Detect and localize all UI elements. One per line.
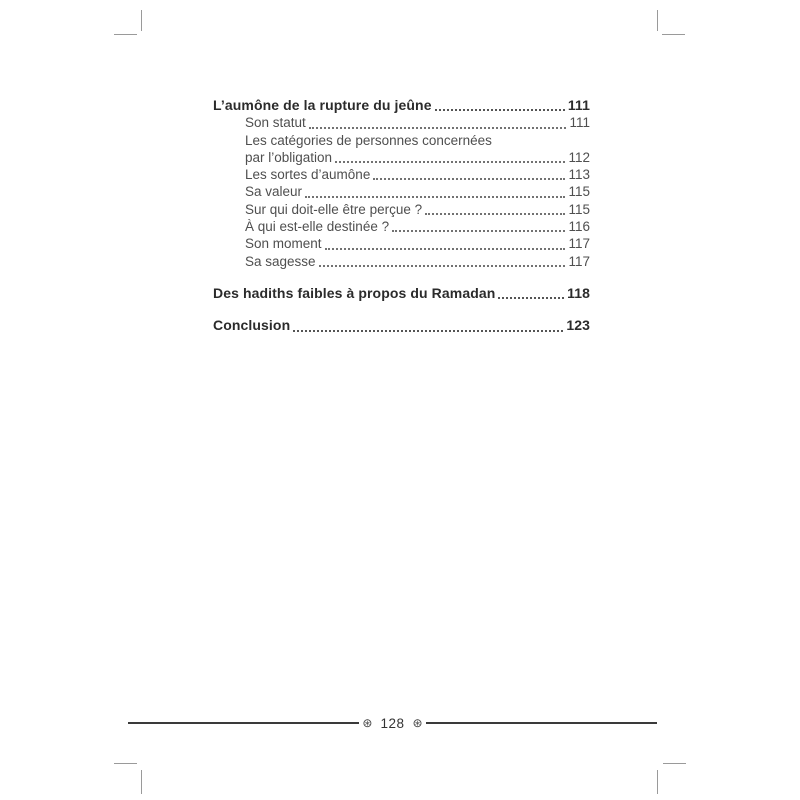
toc-entry-page: 117 xyxy=(568,253,590,269)
toc-entry-page: 116 xyxy=(568,219,590,235)
toc-entry xyxy=(213,97,590,114)
crop-mark-top-left-vertical xyxy=(141,10,142,31)
toc-entry-page: 118 xyxy=(567,284,590,301)
toc-entry xyxy=(213,114,590,131)
toc-entry-label: À qui est-elle destinée ? xyxy=(245,219,390,235)
toc-entry xyxy=(213,317,590,334)
toc-leader-dots xyxy=(435,109,565,111)
toc-leader-dots xyxy=(309,127,567,129)
toc-entry-page: 115 xyxy=(568,201,590,217)
toc-entry-page: 123 xyxy=(566,317,590,334)
toc-leader-dots xyxy=(325,248,566,250)
crop-mark-bottom-right-vertical xyxy=(657,770,658,794)
toc-entry-label: Sa sagesse xyxy=(245,253,316,269)
toc-entry-label: Conclusion xyxy=(213,317,291,334)
footer-ornament-left-icon: ⊛ xyxy=(362,716,373,730)
page-footer xyxy=(128,714,657,732)
toc-entry-label: Son moment xyxy=(245,236,322,252)
toc-entry xyxy=(213,285,590,302)
toc-entry-page: 113 xyxy=(568,167,590,183)
toc-entry-label: Des hadiths faibles à propos du Ramadan xyxy=(213,284,496,301)
toc-leader-dots xyxy=(319,265,566,267)
crop-mark-bottom-right-horizontal xyxy=(663,763,686,764)
toc-entry-label: Les catégories de personnes concernées xyxy=(245,132,492,148)
toc-leader-dots xyxy=(335,161,565,163)
toc-entry-label: par l’obligation xyxy=(245,149,333,165)
toc-entry-page: 111 xyxy=(567,97,590,113)
crop-mark-bottom-left-vertical xyxy=(141,770,142,794)
toc-leader-dots xyxy=(425,213,565,215)
toc-entry xyxy=(213,132,590,149)
toc-entry xyxy=(213,253,590,270)
crop-mark-top-left-horizontal xyxy=(114,34,137,35)
toc-entry-page: 111 xyxy=(569,115,590,131)
toc-entry-label: Sa valeur xyxy=(245,184,303,200)
toc-entry-label: Son statut xyxy=(245,115,306,131)
toc-entry xyxy=(213,235,590,252)
toc-entry xyxy=(213,218,590,235)
crop-mark-top-right-vertical xyxy=(657,10,658,31)
crop-mark-bottom-left-horizontal xyxy=(114,763,137,764)
toc-leader-dots xyxy=(392,230,565,232)
toc-leader-dots xyxy=(305,196,565,198)
footer-ornament-right-icon: ⊛ xyxy=(412,716,423,730)
toc-entry xyxy=(213,201,590,218)
toc-leader-dots xyxy=(373,178,565,180)
footer-rule-right xyxy=(426,722,657,724)
toc-leader-dots xyxy=(293,330,563,332)
footer-page-number: 128 xyxy=(380,715,405,731)
toc-entry xyxy=(213,166,590,183)
footer-rule-left xyxy=(128,722,359,724)
toc-entry-page: 115 xyxy=(568,184,590,200)
toc-entry xyxy=(213,149,590,166)
toc-entry-page: 112 xyxy=(568,149,590,165)
crop-mark-top-right-horizontal xyxy=(662,34,685,35)
toc-entry-label: Les sortes d’aumône xyxy=(245,167,371,183)
toc-leader-dots xyxy=(498,297,564,299)
table-of-contents xyxy=(213,97,590,335)
toc-entry-page: 117 xyxy=(568,236,590,252)
toc-entry-label: Sur qui doit-elle être perçue ? xyxy=(245,201,423,217)
toc-entry xyxy=(213,183,590,200)
toc-entry-label: L’aumône de la rupture du jeûne xyxy=(213,97,432,113)
